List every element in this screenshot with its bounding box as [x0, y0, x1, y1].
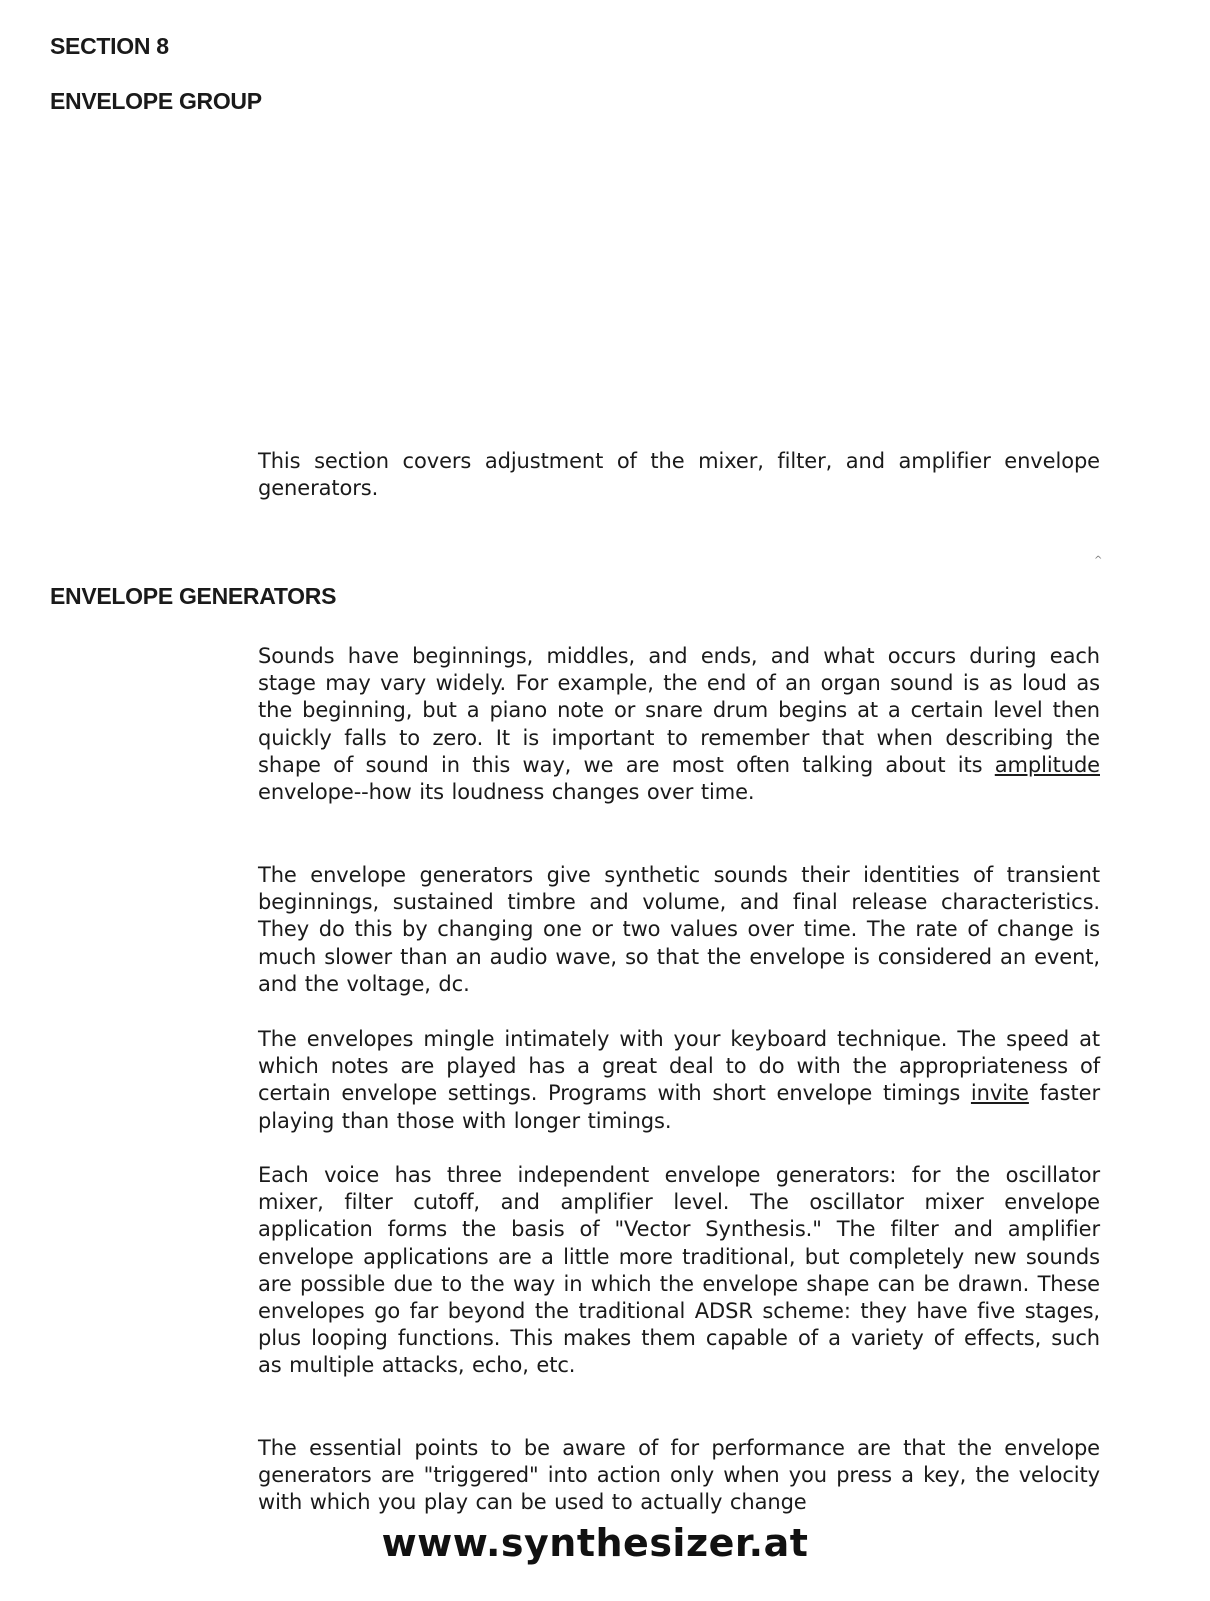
paragraph-envelope-identity: The envelope generators give synthetic sounds their identities of transient beginnings, sustained timbre and volume, and final release characteristics. They do this by changing one or two values over time. The rate of change is much slower than an audio wave, so that the envelope is considered an event, and the voltage, dc. [258, 863, 1100, 996]
paragraph-sound-shape [258, 643, 1100, 806]
intro-paragraph: This section covers adjustment of the mixer, filter, and amplifier envelope generators. [258, 449, 1100, 501]
paragraph-text: faster playing than those with longer timings. [258, 1081, 1100, 1133]
watermark: www.synthesizer.at [381, 1521, 809, 1565]
emphasis-invite: invite [970, 1081, 1029, 1106]
emphasis-amplitude: amplitude [994, 752, 1100, 777]
paragraph-keyboard-technique [258, 1026, 1100, 1135]
section-heading: ENVELOPE GENERATORS [50, 583, 337, 609]
stray-mark: ^ [1094, 555, 1103, 566]
paragraph-text: Sounds have beginnings, middles, and ends, and what occurs during each stage may vary widely. For example, the end of an organ sound is as loud as the beginning, but a piano note or snare drum begins at a certain level then quickly falls to zero. It is important to remember that when describing the shape of sound in this way, we are most often talking about its [258, 644, 1100, 777]
page-title: ENVELOPE GROUP [50, 88, 262, 114]
paragraph-text: The envelopes mingle intimately with your keyboard technique. The speed at which notes are played has a great deal to do with the appropriateness of certain envelope settings. Programs with short envelope timings [258, 1027, 1100, 1106]
paragraph-text: envelope--how its loudness changes over time. [258, 780, 755, 805]
paragraph-three-generators: Each voice has three independent envelope generators: for the oscillator mixer, filter cutoff, and amplifier level. The oscillator mixer envelope application forms the basis of "Vector Synthesis." The filter and amplifier envelope applications are a little more traditional, but completely new sounds are possible due to the way in which the envelope shape can be drawn. These envelopes go far beyond the traditional ADSR scheme: they have five stages, plus looping functions. This makes them capable of a variety of effects, such as multiple attacks, echo, etc. [258, 1163, 1100, 1378]
paragraph-performance: The essential points to be aware of for performance are that the envelope generators are "triggered" into action only when you press a key, the velocity with which you play can be used to actually change [258, 1436, 1100, 1515]
section-label: SECTION 8 [50, 33, 169, 59]
